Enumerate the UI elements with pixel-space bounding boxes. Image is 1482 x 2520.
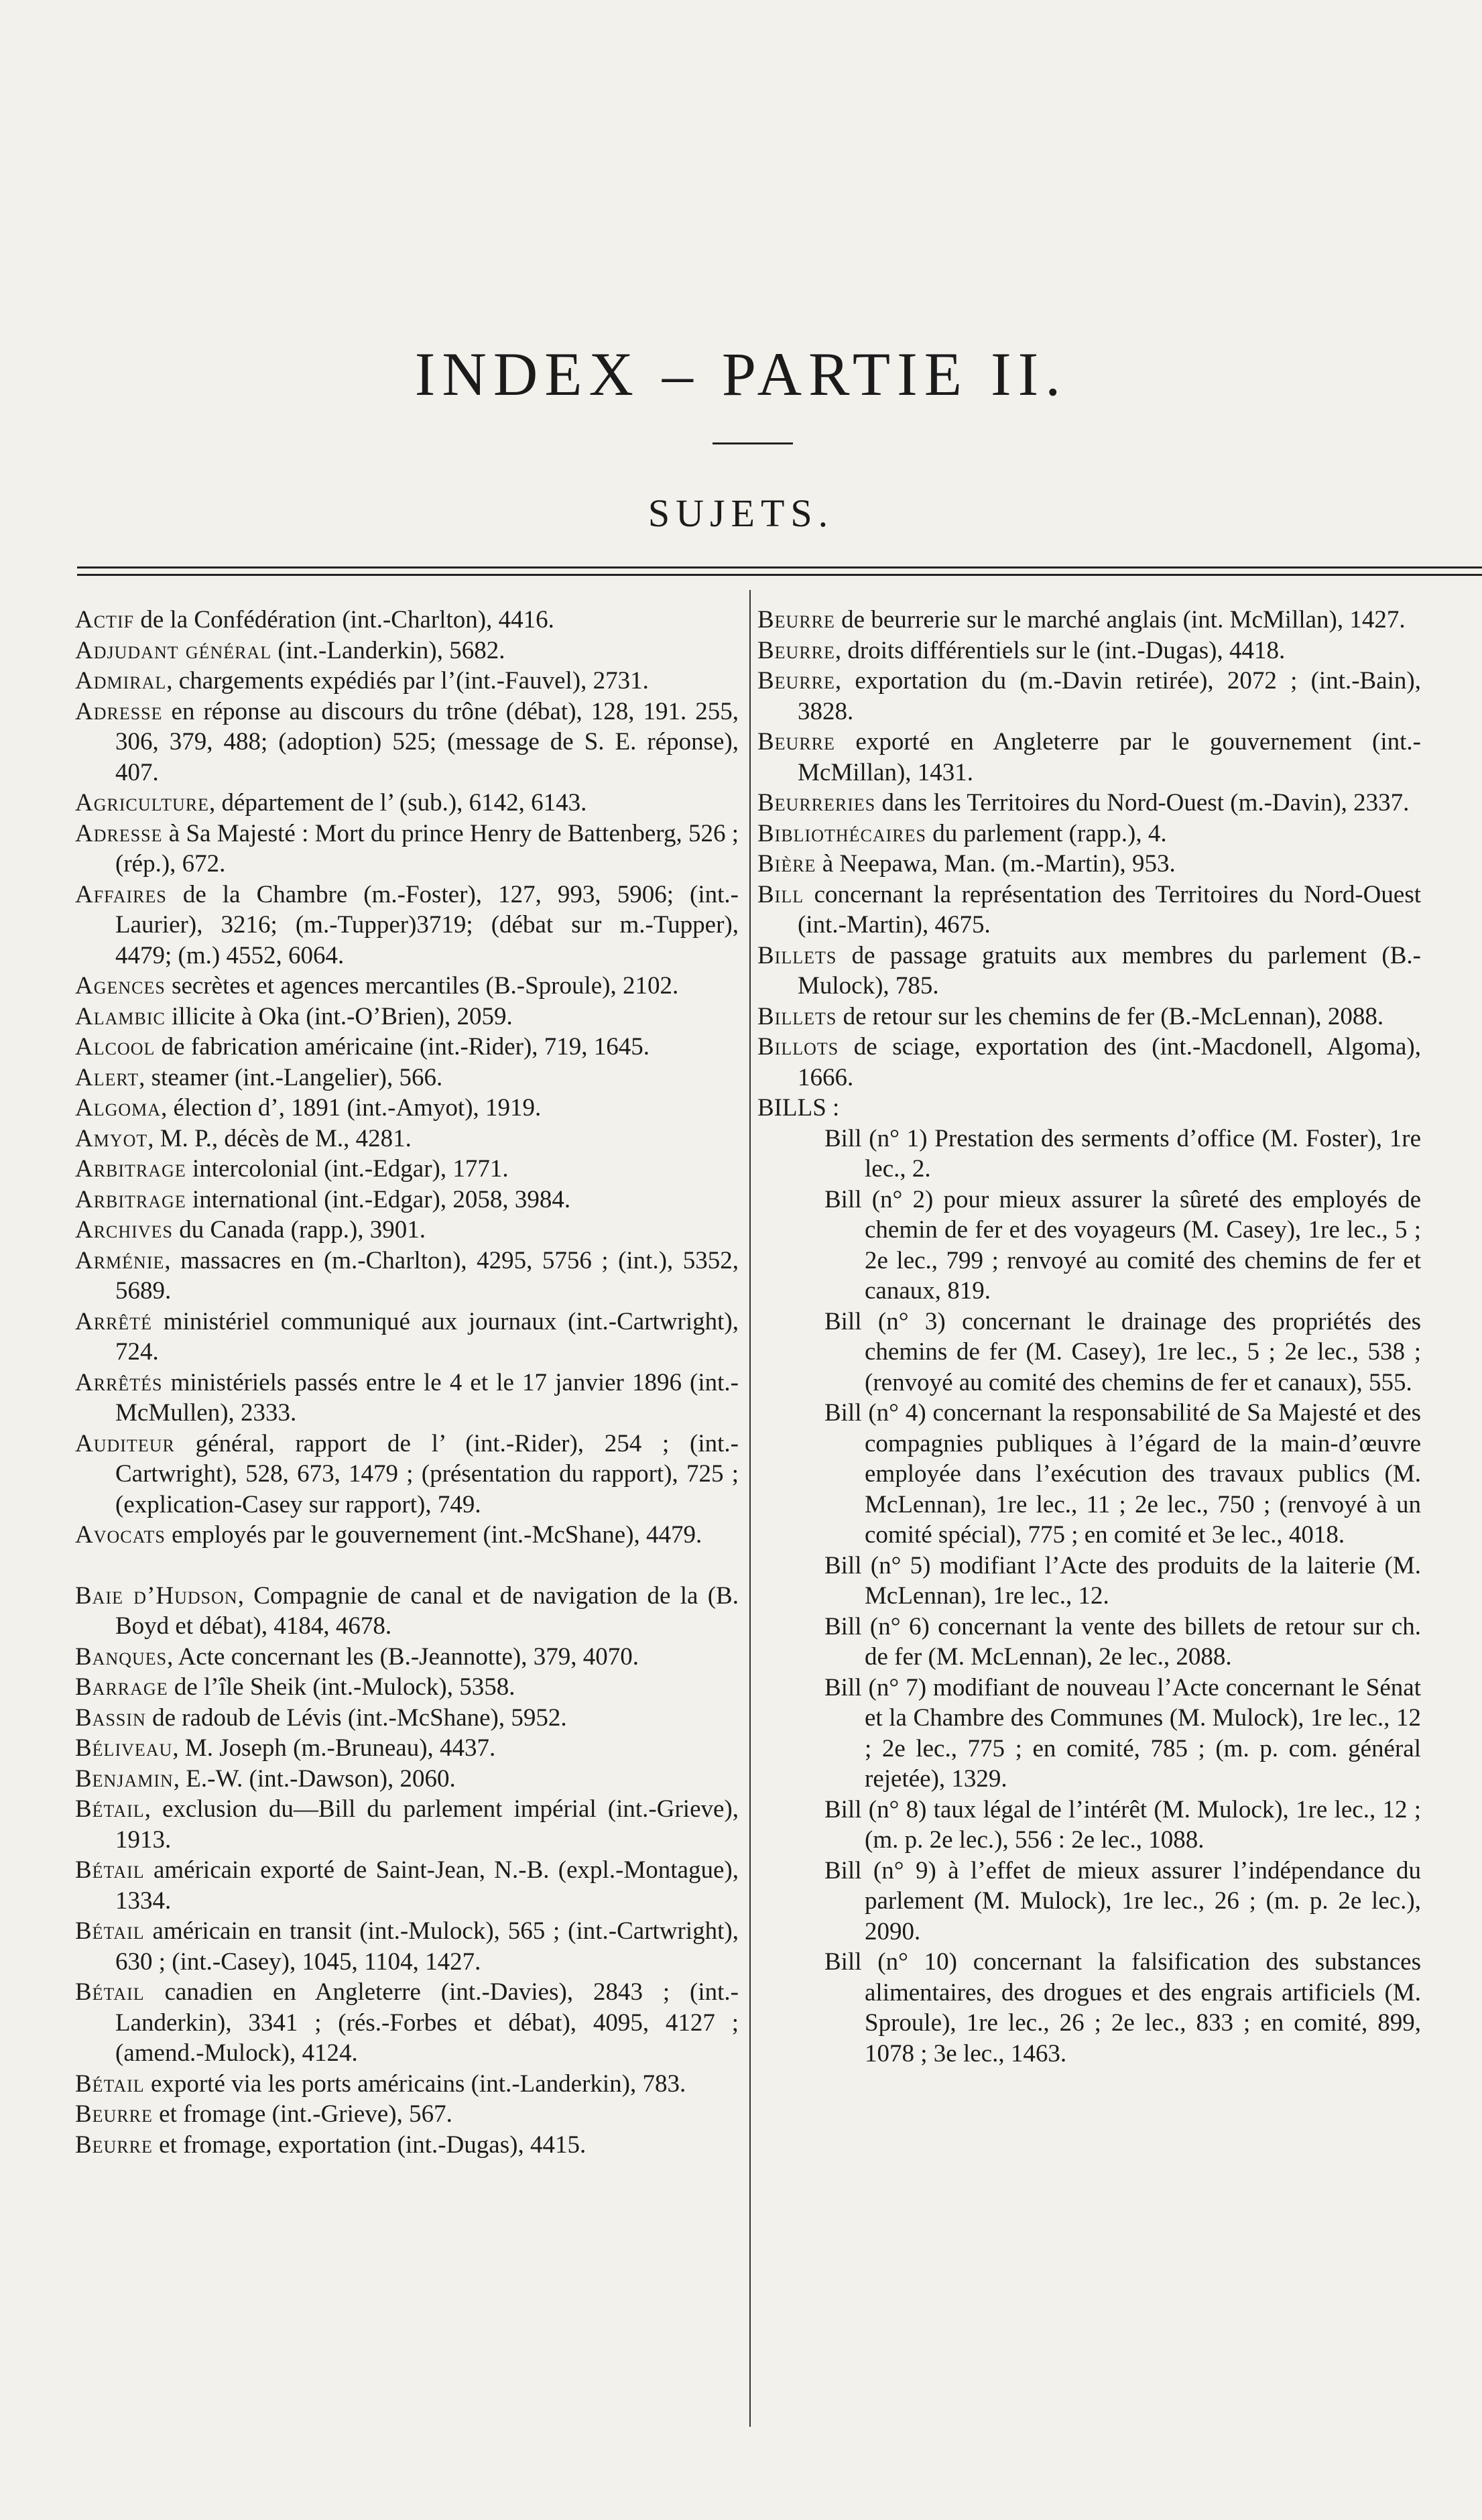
index-entry-text: , exclusion du—Bill du parlement impérial (int.-Grieve), 1913. xyxy=(115,1795,739,1854)
index-entry xyxy=(75,1520,739,1551)
index-entry xyxy=(757,727,1421,788)
index-entry xyxy=(75,666,739,697)
index-keyword: Arrêtés xyxy=(75,1368,163,1396)
index-entry-text: Bill (n° 5) modifiant l’Acte des produits de la laiterie (M. McLennan), 1re lec., 12. xyxy=(824,1551,1421,1610)
index-entry-text: ministériel communiqué aux journaux (int.-Cartwright), 724. xyxy=(115,1307,739,1366)
index-entry xyxy=(757,605,1421,636)
index-entry-text: employés par le gouvernement (int.-McShane), 4479. xyxy=(165,1521,702,1549)
index-entry-text: général, rapport de l’ (int.-Rider), 254 ; (int.-Cartwright), 528, 673, 1479 ; (présentation du rapport), 725 ; (explication-Casey sur rapport), 749. xyxy=(115,1429,739,1518)
index-keyword: Alcool xyxy=(75,1033,156,1061)
index-entry xyxy=(757,880,1421,941)
index-entry xyxy=(75,1642,739,1673)
index-entry-text: canadien en Angleterre (int.-Davies), 2843 ; (int.-Landerkin), 3341 ; (rés.-Forbes et débat), 4095, 4127 ; (amend.-Mulock), 4124. xyxy=(115,1978,739,2067)
index-entry-text: Bill (n° 8) taux légal de l’intérêt (M. Mulock), 1re lec., 12 ; (m. p. 2e lec.), 556 : 2e lec., 1088. xyxy=(824,1795,1421,1854)
index-sub-entry xyxy=(757,1795,1421,1856)
index-keyword: Agriculture xyxy=(75,789,209,817)
index-entry-text: Bill (n° 9) à l’effet de mieux assurer l’indépendance du parlement (M. Mulock), 1re lec., 26 ; (m. p. 2e lec.), 2090. xyxy=(824,1856,1421,1945)
index-entry xyxy=(757,819,1421,849)
index-entry xyxy=(75,1429,739,1520)
index-keyword: Bétail xyxy=(75,1795,145,1823)
index-entry-text: illicite à Oka (int.-O’Brien), 2059. xyxy=(165,1002,513,1030)
index-entry-text: Bill (n° 1) Prestation des serments d’office (M. Foster), 1re lec., 2. xyxy=(824,1124,1421,1183)
index-entry-text: concernant la représentation des Territoires du Nord-Ouest (int.-Martin), 4675. xyxy=(798,880,1421,939)
index-entry-text: ministériels passés entre le 4 et le 17 janvier 1896 (int.-McMullen), 2333. xyxy=(115,1368,739,1427)
index-entry xyxy=(75,2130,739,2161)
index-entry xyxy=(75,1733,739,1764)
index-keyword: Alambic xyxy=(75,1002,166,1030)
index-keyword: Adresse xyxy=(75,697,163,725)
right-index-column xyxy=(757,605,1421,2069)
index-entry-text: exporté en Angleterre par le gouvernement (int.-McMillan), 1431. xyxy=(798,728,1421,786)
index-entry-text: , exportation du (m.-Davin retirée), 2072 ; (int.-Bain), 3828. xyxy=(798,667,1421,725)
index-keyword: Affaires xyxy=(75,880,167,908)
index-keyword: Arrêté xyxy=(75,1307,153,1335)
index-keyword: Beurre xyxy=(757,728,835,756)
index-keyword: Adresse xyxy=(75,819,163,847)
index-entry-text: de la Chambre (m.-Foster), 127, 993, 5906; (int.-Laurier), 3216; (m.-Tupper)3719; (débat sur m.-Tupper), 4479; (m.) 4552, 6064. xyxy=(115,880,739,969)
index-entry-text: du parlement (rapp.), 4. xyxy=(926,819,1167,847)
index-entry-text: et fromage (int.-Grieve), 567. xyxy=(152,2100,452,2128)
index-entry-text: , M. Joseph (m.-Bruneau), 4437. xyxy=(172,1734,496,1762)
index-sub-entry xyxy=(757,1124,1421,1185)
index-keyword: Béliveau xyxy=(75,1734,173,1762)
index-keyword: Bière xyxy=(757,850,816,878)
index-entry xyxy=(75,1124,739,1154)
index-sub-entry xyxy=(757,1856,1421,1947)
index-entry-text: (int.-Landerkin), 5682. xyxy=(271,636,505,664)
index-entry xyxy=(757,636,1421,666)
index-entry xyxy=(75,1307,739,1368)
index-entry-text: , massacres en (m.-Charlton), 4295, 5756 ; (int.), 5352, 5689. xyxy=(115,1246,739,1305)
index-keyword: Bétail xyxy=(75,1978,145,2006)
page-title: INDEX – PARTIE II. xyxy=(414,340,1068,408)
index-keyword: Admiral xyxy=(75,667,167,695)
index-heading xyxy=(757,1093,1421,1124)
index-entry xyxy=(75,1032,739,1063)
index-keyword: Beurre xyxy=(757,606,835,634)
index-keyword: Actif xyxy=(75,606,135,634)
index-keyword: Barrage xyxy=(75,1673,168,1701)
index-entry-text: Bill (n° 2) pour mieux assurer la sûreté des employés de chemin de fer et des voyageurs (M. Casey), 1re lec., 5 ; 2e lec., 799 ; renvoyé au comité des chemins de fer et canaux, 819. xyxy=(824,1185,1421,1305)
index-keyword: Banques xyxy=(75,1642,168,1671)
index-entry-text: de sciage, exportation des (int.-Macdonell, Algoma), 1666. xyxy=(798,1033,1421,1091)
index-sub-entry xyxy=(757,1551,1421,1612)
index-entry xyxy=(757,1032,1421,1093)
index-entry-text: de passage gratuits aux membres du parlement (B.-Mulock), 785. xyxy=(798,941,1421,1000)
index-sub-entry xyxy=(757,1307,1421,1398)
index-entry xyxy=(757,941,1421,1002)
column-divider xyxy=(749,590,751,2427)
index-keyword: Beurreries xyxy=(757,789,876,817)
index-entry xyxy=(75,1215,739,1246)
index-entry-text: , M. P., décès de M., 4281. xyxy=(147,1124,412,1152)
index-entry xyxy=(75,1703,739,1734)
index-keyword: Billets xyxy=(757,1002,837,1030)
index-entry-text: de fabrication américaine (int.-Rider), 719, 1645. xyxy=(155,1033,650,1061)
index-entry-text: Bill (n° 4) concernant la responsabilité de Sa Majesté et des compagnies publiques à l’égard de la main-d’œuvre employée dans l’exécution des travaux publics (M. McLennan), 1re lec., 11 ; 2e lec., 750 ; (renvoyé à un comité spécial), 775 ; en comité et 3e lec., 4018. xyxy=(824,1399,1421,1549)
index-entry-text: secrètes et agences mercantiles (B.-Sproule), 2102. xyxy=(165,972,679,1000)
index-entry xyxy=(75,1855,739,1916)
index-keyword: Auditeur xyxy=(75,1429,175,1457)
index-keyword: Adjudant général xyxy=(75,636,272,664)
index-entry-text: à Sa Majesté : Mort du prince Henry de Battenberg, 526 ; (rép.), 672. xyxy=(115,819,739,878)
index-sub-entry xyxy=(757,1947,1421,2069)
index-keyword: Arbitrage xyxy=(75,1155,186,1183)
index-keyword: Billots xyxy=(757,1033,839,1061)
index-entry-text: , département de l’ (sub.), 6142, 6143. xyxy=(209,789,587,817)
index-entry xyxy=(75,1093,739,1124)
index-entry-text: américain en transit (int.-Mulock), 565 ; (int.-Cartwright), 630 ; (int.-Casey), 1045, 1104, 1427. xyxy=(115,1917,739,1976)
index-entry-text: exporté via les ports américains (int.-Landerkin), 783. xyxy=(144,2069,686,2098)
index-keyword: Archives xyxy=(75,1216,173,1244)
index-entry-text: international (int.-Edgar), 2058, 3984. xyxy=(186,1185,571,1213)
index-entry xyxy=(75,1672,739,1703)
index-entry xyxy=(75,605,739,636)
index-entry xyxy=(75,1916,739,1977)
index-keyword: Beurre xyxy=(75,2131,153,2159)
left-index-column xyxy=(75,605,739,2160)
index-entry xyxy=(75,880,739,971)
index-entry-text: et fromage, exportation (int.-Dugas), 4415. xyxy=(152,2131,586,2159)
index-entry-text: , Compagnie de canal et de navigation de la (B. Boyd et débat), 4184, 4678. xyxy=(115,1581,739,1640)
index-keyword: Beurre xyxy=(757,667,835,695)
index-entry xyxy=(75,697,739,788)
index-entry xyxy=(75,971,739,1002)
index-entry-text: de radoub de Lévis (int.-McShane), 5952. xyxy=(145,1703,567,1732)
index-entry-text: , droits différentiels sur le (int.-Dugas), 4418. xyxy=(835,636,1286,664)
index-entry-text: Bill (n° 7) modifiant de nouveau l’Acte concernant le Sénat et la Chambre des Communes (M. Mulock), 1re lec., 12 ; 2e lec., 775 ; en comité, 785 ; (m. p. com. général rejetée), 1329. xyxy=(824,1673,1421,1793)
index-entry xyxy=(75,1154,739,1185)
index-entry-text: , E.-W. (int.-Dawson), 2060. xyxy=(173,1764,456,1793)
index-keyword: Alert xyxy=(75,1063,139,1091)
index-keyword: Beurre xyxy=(75,2100,153,2128)
index-sub-entry xyxy=(757,1185,1421,1307)
index-entry-text: Bill (n° 10) concernant la falsification des substances alimentaires, des drogues et des engrais artificiels (M. Sproule), 1re lec., 26 ; 2e lec., 833 ; en comité, 899, 1078 ; 3e lec., 1463. xyxy=(824,1948,1421,2067)
index-keyword: Bétail xyxy=(75,1856,145,1884)
index-entry xyxy=(75,1368,739,1429)
index-sub-entry xyxy=(757,1612,1421,1673)
index-entry xyxy=(75,788,739,819)
section-subtitle: SUJETS. xyxy=(647,491,835,535)
index-entry-text: Bill (n° 6) concernant la vente des billets de retour sur ch. de fer (M. McLennan), 2e lec., 2088. xyxy=(824,1612,1421,1671)
double-rule-divider xyxy=(77,566,1482,576)
index-entry-text: Bill (n° 3) concernant le drainage des propriétés des chemins de fer (M. Casey), 1re lec., 5 ; 2e lec., 538 ; (renvoyé au comité des chemins de fer et canaux), 555. xyxy=(824,1307,1421,1396)
index-entry xyxy=(75,636,739,666)
index-entry-text: , chargements expédiés par l’(int.-Fauvel), 2731. xyxy=(166,667,649,695)
index-keyword: Bibliothécaires xyxy=(757,819,926,847)
index-entry xyxy=(75,1764,739,1795)
index-keyword: Avocats xyxy=(75,1521,166,1549)
index-entry xyxy=(757,1002,1421,1032)
index-entry xyxy=(75,2099,739,2130)
index-entry-text: du Canada (rapp.), 3901. xyxy=(172,1216,426,1244)
index-entry-text: à Neepawa, Man. (m.-Martin), 953. xyxy=(816,850,1176,878)
index-entry xyxy=(75,2069,739,2100)
index-entry-text: dans les Territoires du Nord-Ouest (m.-Davin), 2337. xyxy=(875,789,1410,817)
index-entry-text: , steamer (int.-Langelier), 566. xyxy=(139,1063,443,1091)
index-keyword: Amyot xyxy=(75,1124,148,1152)
index-entry xyxy=(75,1246,739,1307)
index-keyword: Bassin xyxy=(75,1703,146,1732)
index-entry-text: de la Confédération (int.-Charlton), 4416. xyxy=(134,606,554,634)
index-entry xyxy=(757,849,1421,880)
index-keyword: Bill xyxy=(757,880,804,908)
index-entry xyxy=(75,1581,739,1642)
index-entry xyxy=(75,1185,739,1215)
index-entry-text: de l’île Sheik (int.-Mulock), 5358. xyxy=(168,1673,515,1701)
index-sub-entry xyxy=(757,1398,1421,1551)
index-entry-text: BILLS : xyxy=(757,1094,840,1122)
index-entry xyxy=(75,1002,739,1032)
index-entry xyxy=(75,1977,739,2069)
index-keyword: Bétail xyxy=(75,2069,145,2098)
index-entry xyxy=(75,1063,739,1093)
index-entry xyxy=(757,788,1421,819)
index-entry-text: intercolonial (int.-Edgar), 1771. xyxy=(186,1155,509,1183)
index-keyword: Billets xyxy=(757,941,837,969)
index-entry-text: , élection d’, 1891 (int.-Amyot), 1919. xyxy=(161,1094,542,1122)
index-keyword: Benjamin xyxy=(75,1764,174,1793)
index-keyword: Baie d’Hudson xyxy=(75,1581,238,1610)
index-sub-entry xyxy=(757,1673,1421,1795)
index-keyword: Arbitrage xyxy=(75,1185,186,1213)
index-entry-text: , Acte concernant les (B.-Jeannotte), 379, 4070. xyxy=(167,1642,639,1671)
index-keyword: Agences xyxy=(75,972,166,1000)
index-entry xyxy=(757,666,1421,727)
index-entry xyxy=(75,1794,739,1855)
index-keyword: Algoma xyxy=(75,1094,162,1122)
index-entry-text: de beurrerie sur le marché anglais (int. McMillan), 1427. xyxy=(835,606,1406,634)
index-entry xyxy=(75,819,739,880)
index-keyword: Bétail xyxy=(75,1917,145,1945)
index-keyword: Arménie xyxy=(75,1246,165,1274)
index-keyword: Beurre xyxy=(757,636,835,664)
title-rule xyxy=(713,442,793,444)
index-entry-text: en réponse au discours du trône (débat), 128, 191. 255, 306, 379, 488; (adoption) 525; (message de S. E. réponse), 407. xyxy=(115,697,739,786)
index-entry-text: américain exporté de Saint-Jean, N.-B. (expl.-Montague), 1334. xyxy=(115,1856,739,1915)
index-entry-text: de retour sur les chemins de fer (B.-McLennan), 2088. xyxy=(837,1002,1384,1030)
